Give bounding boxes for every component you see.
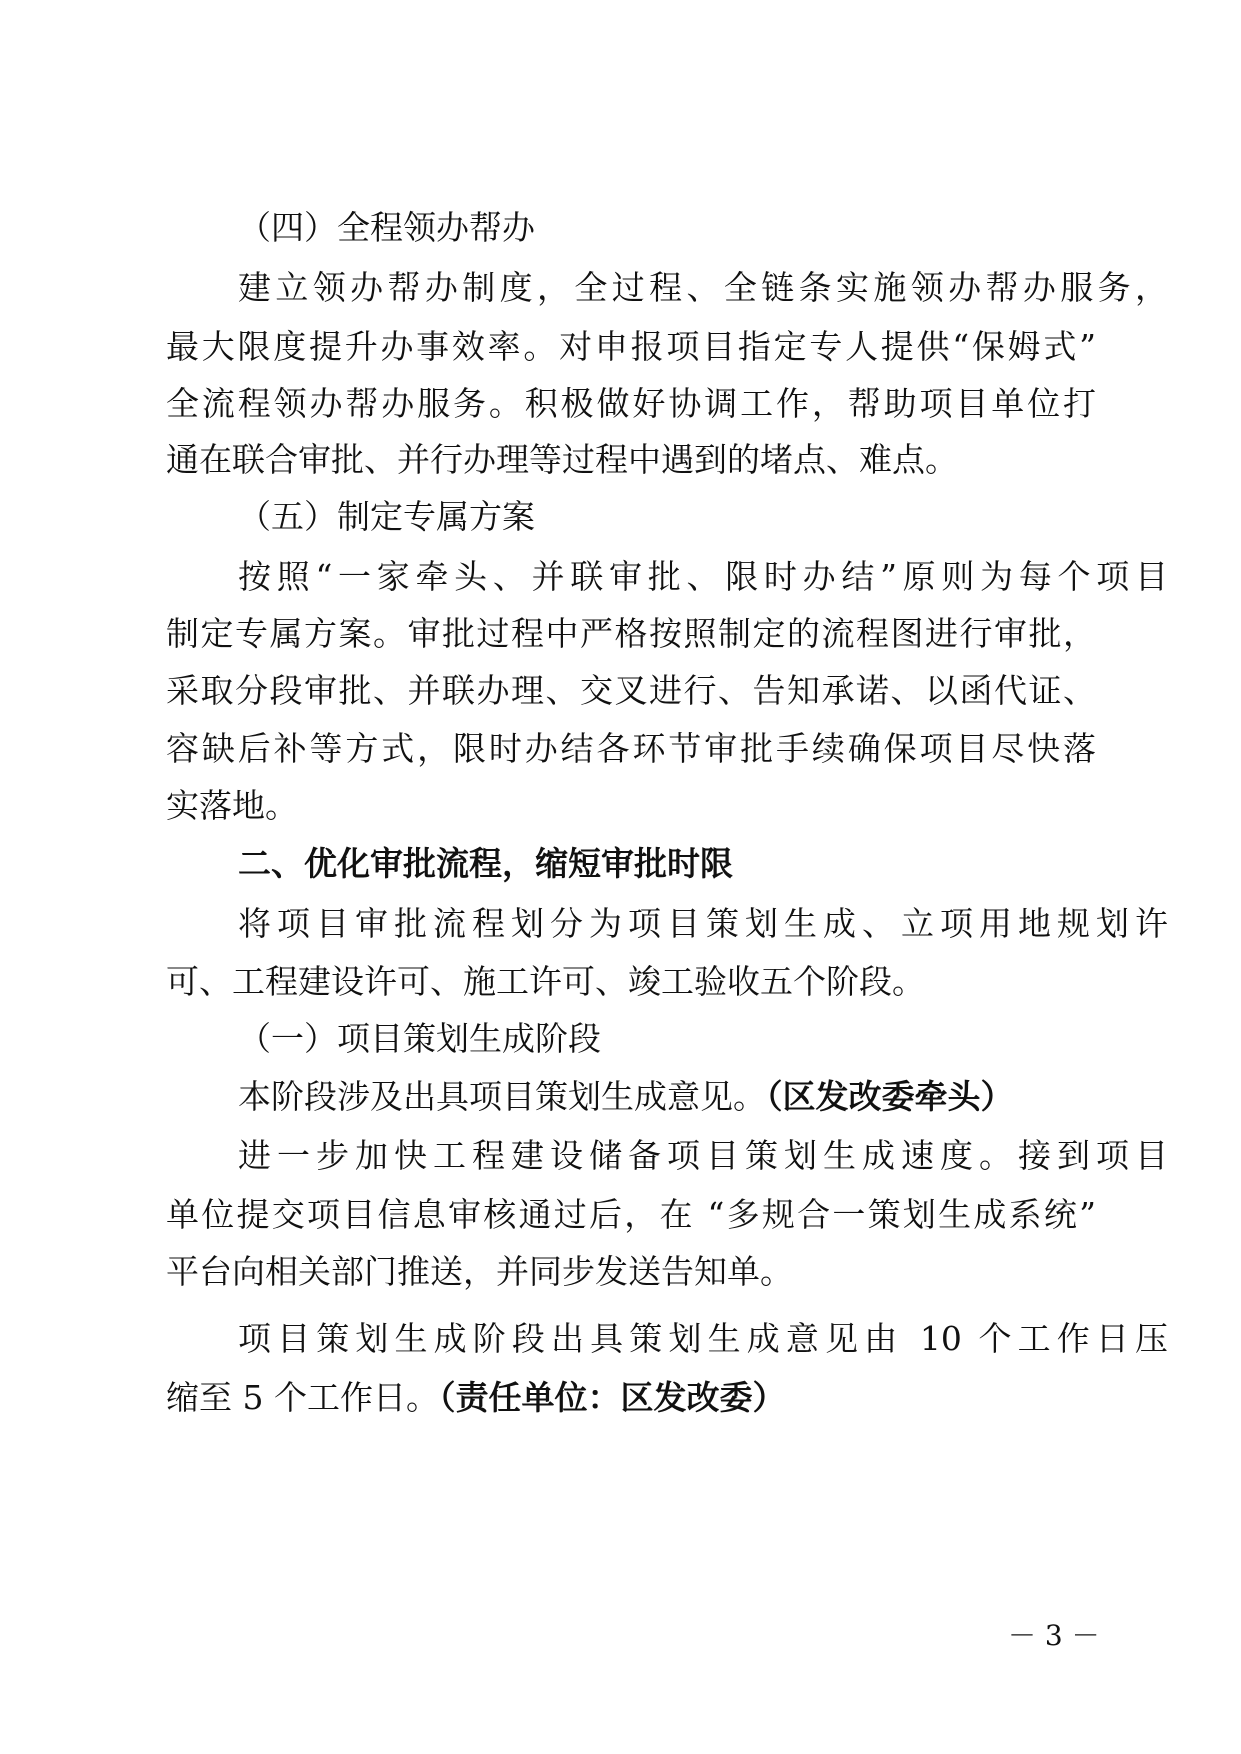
paragraph-line: 全流程领办帮办服务。积极做好协调工作，帮助项目单位打 (166, 384, 1096, 423)
paragraph-line: 容缺后补等方式，限时办结各环节审批手续确保项目尽快落 (166, 729, 1096, 768)
timeline-text: 缩至 5 个工作日。 (166, 1378, 439, 1417)
paragraph-line: 按照“一家牵头、并联审批、限时办结”原则为每个项目 (238, 557, 1168, 596)
section-5-heading: （五）制定专属方案 (238, 497, 535, 536)
page-number: － 3 － (1008, 1619, 1100, 1652)
timeline-line: 项目策划生成阶段出具策划生成意见由 10 个工作日压 (238, 1319, 1168, 1358)
paragraph-line: 采取分段审批、并联办理、交叉进行、告知承诺、以函代证、 (166, 671, 1096, 710)
subsection-1-heading: （一）项目策划生成阶段 (238, 1019, 601, 1058)
paragraph-line: 最大限度提升办事效率。对申报项目指定专人提供“保姆式” (166, 327, 1096, 366)
paragraph-line: 通在联合审批、并行办理等过程中遇到的堵点、难点。 (166, 440, 958, 479)
paragraph-line: 实落地。 (166, 786, 298, 825)
part-2-heading: 二、优化审批流程，缩短审批时限 (238, 844, 733, 883)
paragraph-line: 可、工程建设许可、施工许可、竣工验收五个阶段。 (166, 962, 925, 1001)
paragraph-line: 制定专属方案。审批过程中严格按照制定的流程图进行审批， (166, 614, 1096, 653)
paragraph-line: 进一步加快工程建设储备项目策划生成速度。接到项目 (238, 1136, 1168, 1175)
subsection-1-lead (238, 1069, 1096, 1125)
lead-responsible: （区发改委牵头） (766, 1077, 1014, 1116)
paragraph-line: 建立领办帮办制度，全过程、全链条实施领办帮办服务， (238, 268, 1168, 307)
timeline-line-final (166, 1370, 1096, 1426)
paragraph-line: 将项目审批流程划分为项目策划生成、立项用地规划许 (238, 904, 1168, 943)
paragraph-line: 单位提交项目信息审核通过后，在 “多规合一策划生成系统” (166, 1195, 1096, 1234)
section-4-heading: （四）全程领办帮办 (238, 208, 535, 247)
timeline-responsible: （责任单位：区发改委） (438, 1378, 786, 1417)
paragraph-line: 平台向相关部门推送，并同步发送告知单。 (166, 1252, 793, 1291)
lead-text: 本阶段涉及出具项目策划生成意见。 (238, 1077, 766, 1116)
